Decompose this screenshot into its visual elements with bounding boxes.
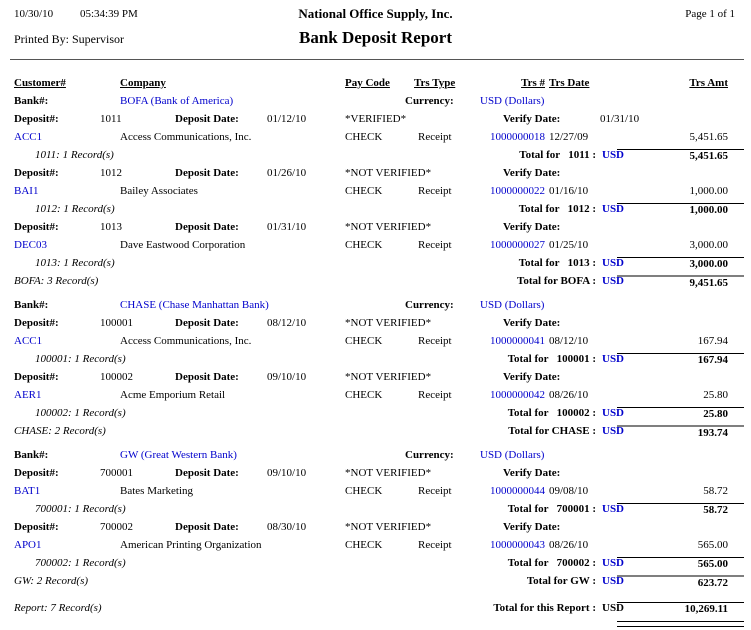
deposit-total-amount: 25.80 [617, 407, 744, 420]
deposit-date: 01/26/10 [267, 167, 307, 179]
trs-date-cell: 12/27/09 [549, 131, 589, 143]
customer-code-link[interactable]: ACC1 [14, 335, 43, 347]
bank-total-label: Total for GW : [526, 575, 596, 587]
company-cell: Dave Eastwood Corporation [120, 239, 246, 251]
trs-type-cell: Receipt [418, 185, 452, 197]
record-count-note: 700002: 1 Record(s) [35, 557, 126, 569]
deposit-number-label: Deposit#: [14, 467, 59, 479]
deposit-total-amount: 565.00 [617, 557, 744, 570]
deposit-total-row [0, 257, 751, 275]
trs-amount-cell: 5,451.65 [689, 131, 728, 143]
report-total-amount: 10,269.11 [617, 602, 744, 615]
deposit-total-currency[interactable]: USD [602, 407, 625, 419]
deposit-number: 1012 [100, 167, 122, 179]
transaction-row [0, 335, 751, 353]
deposit-number-label: Deposit#: [14, 221, 59, 233]
deposit-total-row [0, 353, 751, 371]
deposit-date-label: Deposit Date: [175, 317, 239, 329]
verify-status: *NOT VERIFIED* [345, 371, 432, 383]
deposit-total-row [0, 203, 751, 221]
report-date: 10/30/10 [14, 8, 54, 20]
deposit-date: 01/31/10 [267, 221, 307, 233]
currency-label: Currency: [405, 299, 454, 311]
trs-type-cell: Receipt [418, 239, 452, 251]
deposit-date-label: Deposit Date: [175, 521, 239, 533]
deposit-total-row [0, 503, 751, 521]
report-title: Bank Deposit Report [298, 28, 452, 47]
bank-total-row [0, 425, 751, 443]
pay-code-cell: CHECK [345, 389, 383, 401]
record-count-note: 1012: 1 Record(s) [35, 203, 115, 215]
verify-status: *VERIFIED* [345, 113, 407, 125]
verify-date-label: Verify Date: [503, 221, 561, 233]
trs-amount-cell: 167.94 [697, 335, 728, 347]
deposit-total-currency[interactable]: USD [602, 503, 625, 515]
report-total-currency: USD [602, 602, 625, 614]
col-trsnum-header: Trs # [521, 77, 545, 89]
deposit-total-currency[interactable]: USD [602, 203, 625, 215]
pay-code-cell: CHECK [345, 485, 383, 497]
bank-total-currency[interactable]: USD [602, 425, 625, 437]
deposit-header-row [0, 521, 751, 539]
verify-status: *NOT VERIFIED* [345, 521, 432, 533]
currency-value[interactable]: USD (Dollars) [480, 449, 545, 461]
deposit-total-label: Total for 100001 : [507, 353, 596, 365]
deposit-number-label: Deposit#: [14, 317, 59, 329]
deposit-total-label: Total for 700001 : [507, 503, 596, 515]
page-indicator: Page 1 of 1 [685, 8, 735, 20]
deposit-total-label: Total for 100002 : [507, 407, 596, 419]
deposit-number: 1011 [100, 113, 122, 125]
trs-date-cell: 01/16/10 [549, 185, 589, 197]
trs-number-link[interactable]: 1000000022 [490, 185, 545, 197]
verify-status: *NOT VERIFIED* [345, 467, 432, 479]
col-customer-header: Customer# [14, 77, 66, 89]
deposit-total-row [0, 557, 751, 575]
bank-record-note: BOFA: 3 Record(s) [14, 275, 99, 287]
deposit-number: 100001 [100, 317, 133, 329]
verify-date-label: Verify Date: [503, 113, 561, 125]
currency-value[interactable]: USD (Dollars) [480, 95, 545, 107]
trs-date-cell: 01/25/10 [549, 239, 589, 251]
report-header [0, 0, 751, 62]
bank-total-amount: 193.74 [617, 425, 744, 439]
deposit-total-amount: 167.94 [617, 353, 744, 366]
verify-status: *NOT VERIFIED* [345, 317, 432, 329]
transaction-row [0, 539, 751, 557]
printed-by: Printed By: Supervisor [14, 32, 124, 46]
trs-number-link[interactable]: 1000000041 [490, 335, 545, 347]
col-trsamt-header: Trs Amt [689, 77, 728, 89]
deposit-total-currency[interactable]: USD [602, 257, 625, 269]
report-time: 05:34:39 PM [80, 8, 138, 20]
bank-total-amount: 623.72 [617, 575, 744, 589]
trs-date-cell: 09/08/10 [549, 485, 589, 497]
deposit-total-currency[interactable]: USD [602, 149, 625, 161]
verify-date: 01/31/10 [600, 113, 640, 125]
customer-code-link[interactable]: AER1 [14, 389, 42, 401]
report-total-underline [617, 621, 744, 627]
pay-code-cell: CHECK [345, 539, 383, 551]
deposit-date-label: Deposit Date: [175, 221, 239, 233]
deposit-total-currency[interactable]: USD [602, 353, 625, 365]
deposit-number: 700002 [100, 521, 133, 533]
record-count-note: 100002: 1 Record(s) [35, 407, 126, 419]
trs-number-link[interactable]: 1000000042 [490, 389, 545, 401]
trs-amount-cell: 58.72 [703, 485, 728, 497]
trs-type-cell: Receipt [418, 389, 452, 401]
deposit-total-amount: 1,000.00 [617, 203, 744, 216]
bank-code-link[interactable]: CHASE (Chase Manhattan Bank) [120, 299, 269, 311]
bank-header-row [0, 449, 751, 467]
deposit-number-label: Deposit#: [14, 167, 59, 179]
deposit-total-label: Total for 1012 : [518, 203, 596, 215]
report-total-row [0, 602, 751, 620]
bank-code-link[interactable]: GW (Great Western Bank) [120, 449, 237, 461]
trs-date-cell: 08/26/10 [549, 389, 589, 401]
bank-number-label: Bank#: [14, 95, 49, 107]
bank-record-note: CHASE: 2 Record(s) [14, 425, 106, 437]
trs-type-cell: Receipt [418, 485, 452, 497]
company-cell: Acme Emporium Retail [120, 389, 226, 401]
customer-code-link[interactable]: APO1 [14, 539, 42, 551]
currency-value[interactable]: USD (Dollars) [480, 299, 545, 311]
deposit-header-row [0, 467, 751, 485]
bank-total-row [0, 275, 751, 293]
bank-total-amount: 9,451.65 [617, 275, 744, 289]
trs-type-cell: Receipt [418, 131, 452, 143]
deposit-header-row [0, 167, 751, 185]
header-divider [10, 59, 744, 60]
deposit-date-label: Deposit Date: [175, 467, 239, 479]
deposit-total-amount: 58.72 [617, 503, 744, 516]
trs-number-link[interactable]: 1000000043 [490, 539, 545, 551]
deposit-number: 700001 [100, 467, 133, 479]
deposit-date: 08/12/10 [267, 317, 307, 329]
report-total-label: Total for this Report : [493, 602, 596, 614]
col-trsdate-header: Trs Date [549, 77, 590, 89]
company-cell: Access Communications, Inc. [120, 335, 252, 347]
trs-number-link[interactable]: 1000000018 [490, 131, 545, 143]
deposit-header-row [0, 371, 751, 389]
deposit-header-row [0, 221, 751, 239]
currency-label: Currency: [405, 95, 454, 107]
deposit-total-label: Total for 1011 : [519, 149, 596, 161]
transaction-row [0, 485, 751, 503]
record-count-note: 700001: 1 Record(s) [35, 503, 126, 515]
deposit-date-label: Deposit Date: [175, 113, 239, 125]
bank-total-row [0, 575, 751, 593]
customer-code-link[interactable]: DEC03 [14, 239, 47, 251]
bank-number-label: Bank#: [14, 449, 49, 461]
record-count-note: 1011: 1 Record(s) [35, 149, 114, 161]
verify-date-label: Verify Date: [503, 317, 561, 329]
transaction-row [0, 185, 751, 203]
deposit-total-row [0, 149, 751, 167]
bank-code-link[interactable]: BOFA (Bank of America) [120, 95, 234, 107]
bank-total-currency[interactable]: USD [602, 575, 625, 587]
col-trstype-header: Trs Type [414, 77, 456, 89]
pay-code-cell: CHECK [345, 131, 383, 143]
company-name: National Office Supply, Inc. [298, 6, 453, 21]
bank-number-label: Bank#: [14, 299, 49, 311]
deposit-header-row [0, 113, 751, 131]
verify-date-label: Verify Date: [503, 467, 561, 479]
col-paycode-header: Pay Code [345, 77, 390, 89]
trs-date-cell: 08/26/10 [549, 539, 589, 551]
bank-header-row [0, 95, 751, 113]
deposit-total-row [0, 407, 751, 425]
deposit-number: 1013 [100, 221, 122, 233]
bank-total-label: Total for CHASE : [508, 425, 596, 437]
company-cell: American Printing Organization [120, 539, 262, 551]
company-cell: Access Communications, Inc. [120, 131, 252, 143]
deposit-total-currency[interactable]: USD [602, 557, 625, 569]
pay-code-cell: CHECK [345, 239, 383, 251]
deposit-total-amount: 5,451.65 [617, 149, 744, 162]
company-cell: Bailey Associates [120, 185, 198, 197]
deposit-date-label: Deposit Date: [175, 167, 239, 179]
deposit-total-amount: 3,000.00 [617, 257, 744, 270]
bank-header-row [0, 299, 751, 317]
deposit-number-label: Deposit#: [14, 371, 59, 383]
deposit-header-row [0, 317, 751, 335]
deposit-date-label: Deposit Date: [175, 371, 239, 383]
col-company-header: Company [120, 77, 166, 89]
trs-amount-cell: 565.00 [697, 539, 728, 551]
trs-amount-cell: 3,000.00 [689, 239, 728, 251]
pay-code-cell: CHECK [345, 185, 383, 197]
trs-amount-cell: 25.80 [703, 389, 728, 401]
deposit-date: 09/10/10 [267, 371, 307, 383]
trs-date-cell: 08/12/10 [549, 335, 589, 347]
customer-code-link[interactable]: BAT1 [14, 485, 41, 497]
report-record-note: Report: 7 Record(s) [14, 602, 102, 614]
bank-total-currency[interactable]: USD [602, 275, 625, 287]
deposit-number-label: Deposit#: [14, 521, 59, 533]
trs-type-cell: Receipt [418, 335, 452, 347]
deposit-total-label: Total for 1013 : [518, 257, 596, 269]
verify-status: *NOT VERIFIED* [345, 221, 432, 233]
verify-date-label: Verify Date: [503, 521, 561, 533]
deposit-total-label: Total for 700002 : [507, 557, 596, 569]
customer-code-link[interactable]: BAI1 [14, 185, 39, 197]
record-count-note: 1013: 1 Record(s) [35, 257, 115, 269]
deposit-date: 01/12/10 [267, 113, 307, 125]
company-cell: Bates Marketing [120, 485, 194, 497]
transaction-row [0, 389, 751, 407]
bank-total-label: Total for BOFA : [517, 275, 596, 287]
trs-type-cell: Receipt [418, 539, 452, 551]
customer-code-link[interactable]: ACC1 [14, 131, 43, 143]
trs-amount-cell: 1,000.00 [689, 185, 728, 197]
bank-record-note: GW: 2 Record(s) [14, 575, 89, 587]
transaction-row [0, 239, 751, 257]
record-count-note: 100001: 1 Record(s) [35, 353, 126, 365]
deposit-number: 100002 [100, 371, 133, 383]
pay-code-cell: CHECK [345, 335, 383, 347]
currency-label: Currency: [405, 449, 454, 461]
deposit-date: 09/10/10 [267, 467, 307, 479]
verify-status: *NOT VERIFIED* [345, 167, 432, 179]
verify-date-label: Verify Date: [503, 371, 561, 383]
column-header-row [0, 77, 751, 95]
trs-number-link[interactable]: 1000000027 [490, 239, 545, 251]
verify-date-label: Verify Date: [503, 167, 561, 179]
deposit-date: 08/30/10 [267, 521, 307, 533]
deposit-number-label: Deposit#: [14, 113, 59, 125]
transaction-row [0, 131, 751, 149]
trs-number-link[interactable]: 1000000044 [490, 485, 545, 497]
